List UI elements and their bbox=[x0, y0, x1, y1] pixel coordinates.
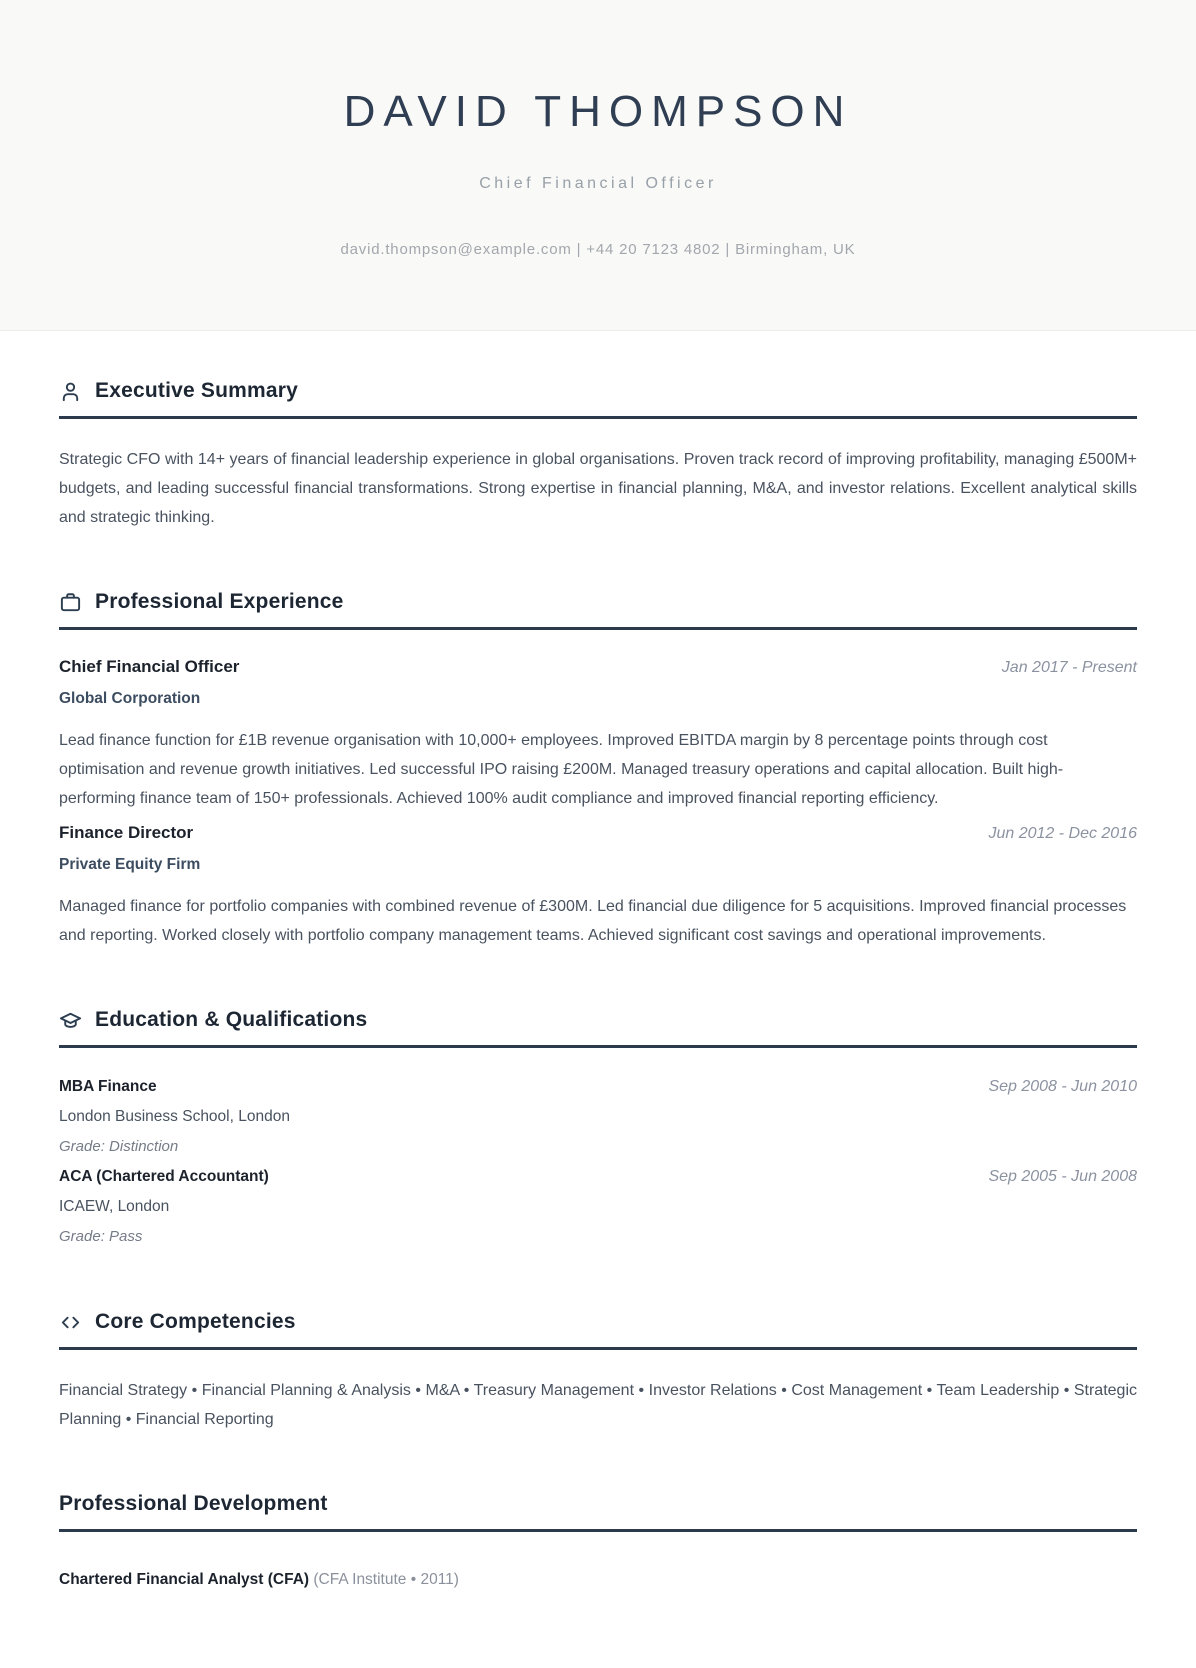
person-job-title: Chief Financial Officer bbox=[479, 174, 717, 192]
competencies-text: Financial Strategy • Financial Planning & Analysis • M&A • Treasury Management • Investor Relations • Cost Management • Team Leadership • Strategic Planning • Financial Reporting bbox=[59, 1382, 1137, 1428]
section-education bbox=[59, 1008, 1137, 1252]
section-divider bbox=[59, 627, 1137, 630]
job-company: Global Corporation bbox=[59, 690, 201, 707]
section-title: Education & Qualifications bbox=[95, 1008, 368, 1031]
person-icon bbox=[59, 380, 82, 403]
education-header bbox=[59, 1072, 1137, 1102]
certification-item bbox=[59, 1568, 1137, 1592]
section-divider bbox=[59, 1529, 1137, 1532]
job-header bbox=[59, 823, 1137, 843]
resume-body bbox=[0, 379, 1196, 1668]
job-dates: Jun 2012 - Dec 2016 bbox=[988, 825, 1137, 842]
grade: Grade: Pass bbox=[59, 1228, 143, 1245]
resume-header bbox=[0, 0, 1196, 331]
graduation-cap-icon bbox=[59, 1009, 82, 1032]
degree-name: MBA Finance bbox=[59, 1078, 157, 1095]
job-company: Private Equity Firm bbox=[59, 856, 201, 873]
job-entry bbox=[59, 823, 1137, 950]
institution-name: London Business School, London bbox=[59, 1108, 290, 1125]
contact-info: david.thompson@example.com | +44 20 7123 4802 | Birmingham, UK bbox=[340, 240, 856, 258]
job-header bbox=[59, 657, 1137, 677]
job-title: Finance Director bbox=[59, 823, 194, 842]
section-title: Executive Summary bbox=[95, 379, 299, 402]
briefcase-icon bbox=[59, 591, 82, 614]
code-icon bbox=[59, 1311, 82, 1334]
professional-development-heading bbox=[59, 1492, 1137, 1516]
education-list bbox=[59, 1072, 1137, 1252]
core-competencies-heading bbox=[59, 1310, 1137, 1334]
section-divider bbox=[59, 1045, 1137, 1048]
section-professional-development bbox=[59, 1492, 1137, 1592]
job-entry bbox=[59, 657, 1137, 813]
certification-details: (CFA Institute • 2011) bbox=[313, 1571, 459, 1588]
section-title: Core Competencies bbox=[95, 1310, 296, 1333]
grade: Grade: Distinction bbox=[59, 1138, 179, 1155]
education-heading bbox=[59, 1008, 1137, 1032]
certification-name: Chartered Financial Analyst (CFA) bbox=[59, 1571, 310, 1588]
job-description: Lead finance function for £1B revenue organisation with 10,000+ employees. Improved EBITDA margin by 8 percentage points through cost optimisation and revenue growth initiatives. Led successful IPO raising £200M. Managed treasury operations and capital allocation. Built high-performing finance team of 150+ professionals. Achieved 100% audit compliance and improved financial reporting efficiency. bbox=[59, 732, 1064, 807]
section-professional-experience bbox=[59, 590, 1137, 950]
education-entry bbox=[59, 1162, 1137, 1252]
education-entry bbox=[59, 1072, 1137, 1162]
section-divider bbox=[59, 1347, 1137, 1350]
education-header bbox=[59, 1162, 1137, 1192]
section-divider bbox=[59, 416, 1137, 419]
education-dates: Sep 2008 - Jun 2010 bbox=[988, 1078, 1137, 1095]
job-title: Chief Financial Officer bbox=[59, 657, 240, 676]
section-title: Professional Development bbox=[59, 1492, 328, 1515]
executive-summary-heading bbox=[59, 379, 1137, 403]
professional-experience-heading bbox=[59, 590, 1137, 614]
summary-text: Strategic CFO with 14+ years of financial leadership experience in global organisations. Proven track record of improving profitability, managing £500M+ budgets, and leading successful financial transformations. Strong expertise in financial planning, M&A, and investor relations. Excellent analytical skills and strategic thinking. bbox=[59, 451, 1137, 526]
job-dates: Jan 2017 - Present bbox=[1001, 659, 1137, 676]
section-core-competencies bbox=[59, 1310, 1137, 1434]
section-title: Professional Experience bbox=[95, 590, 344, 613]
job-description: Managed finance for portfolio companies with combined revenue of £300M. Led financial due diligence for 5 acquisitions. Improved financial processes and reporting. Worked closely with portfolio company management teams. Achieved significant cost savings and operational improvements. bbox=[59, 898, 1127, 944]
institution-name: ICAEW, London bbox=[59, 1198, 170, 1215]
education-dates: Sep 2005 - Jun 2008 bbox=[988, 1168, 1137, 1185]
section-executive-summary bbox=[59, 379, 1137, 532]
person-name: DAVID THOMPSON bbox=[343, 86, 853, 136]
degree-name: ACA (Chartered Accountant) bbox=[59, 1168, 269, 1185]
